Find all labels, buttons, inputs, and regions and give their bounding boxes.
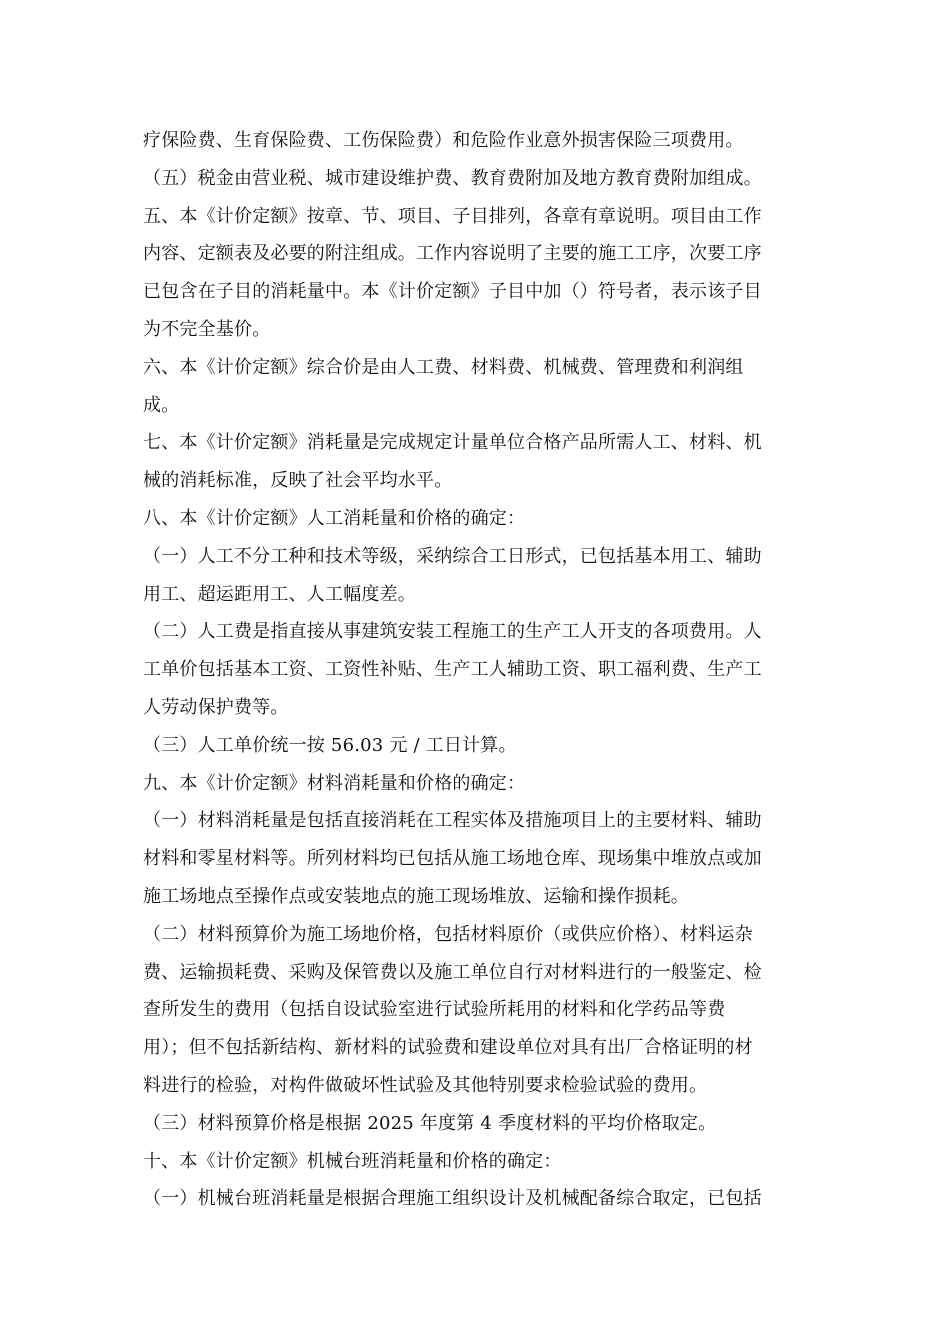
text-line: （三）人工单价统一按 56.03 元 / 工日计算。 [143, 734, 517, 756]
document-body [143, 122, 803, 1218]
text-line: 九、本《计价定额》材料消耗量和价格的确定： [143, 772, 526, 794]
text-line: 已包含在子目的消耗量中。本《计价定额》子目中加（）符号者，表示该子目 [143, 281, 762, 303]
text-line: 七、本《计价定额》消耗量是完成规定计量单位合格产品所需人工、材料、机 [143, 432, 762, 454]
text-line: （一）人工不分工种和技术等级，采纳综合工日形式，已包括基本用工、辅助 [143, 545, 762, 567]
text-line: 施工场地点至操作点或安装地点的施工现场堆放、运输和操作损耗。 [143, 885, 689, 907]
text-line: （一）机械台班消耗量是根据合理施工组织设计及机械配备综合取定，已包括 [143, 1188, 762, 1210]
text-line: 械的消耗标准，反映了社会平均水平。 [143, 470, 453, 492]
text-line: 费、运输损耗费、采购及保管费以及施工单位自行对材料进行的一般鉴定、检 [143, 961, 762, 983]
text-line: （二）人工费是指直接从事建筑安装工程施工的生产工人开支的各项费用。人 [143, 621, 762, 643]
text-line: 人劳动保护费等。 [143, 696, 289, 718]
text-line: 为不完全基价。 [143, 318, 271, 340]
text-line: （五）税金由营业税、城市建设维护费、教育费附加及地方教育费附加组成。 [143, 167, 762, 189]
text-line: 八、本《计价定额》人工消耗量和价格的确定： [143, 507, 526, 529]
text-line: 成。 [143, 394, 180, 416]
text-line: 用）；但不包括新结构、新材料的试验费和建设单位对具有出厂合格证明的材 [143, 1037, 753, 1059]
text-line: 工单价包括基本工资、工资性补贴、生产工人辅助工资、职工福利费、生产工 [143, 659, 762, 681]
text-line: 疗保险费、生育保险费、工伤保险费）和危险作业意外损害保险三项费用。 [143, 130, 744, 151]
text-line: （二）材料预算价为施工场地价格，包括材料原价（或供应价格）、材料运杂 [143, 923, 753, 945]
text-line: 十、本《计价定额》机械台班消耗量和价格的确定： [143, 1150, 562, 1172]
text-line: 五、本《计价定额》按章、节、项目、子目排列，各章有章说明。项目由工作 [143, 205, 762, 227]
text-line: 材料和零星材料等。所列材料均已包括从施工场地仓库、现场集中堆放点或加 [143, 848, 762, 870]
text-line: 用工、超运距用工、人工幅度差。 [143, 583, 416, 605]
text-line: 料进行的检验，对构件做破坏性试验及其他特别要求检验试验的费用。 [143, 1074, 708, 1096]
text-line: 内容、定额表及必要的附注组成。工作内容说明了主要的施工工序，次要工序 [143, 243, 762, 265]
text-line: 六、本《计价定额》综合价是由人工费、材料费、机械费、管理费和利润组 [143, 356, 744, 378]
text-line: 查所发生的费用（包括自设试验室进行试验所耗用的材料和化学药品等费 [143, 999, 726, 1021]
text-line: （三）材料预算价格是根据 2025 年度第 4 季度材料的平均价格取定。 [143, 1112, 717, 1134]
text-line: （一）材料消耗量是包括直接消耗在工程实体及措施项目上的主要材料、辅助 [143, 810, 762, 832]
